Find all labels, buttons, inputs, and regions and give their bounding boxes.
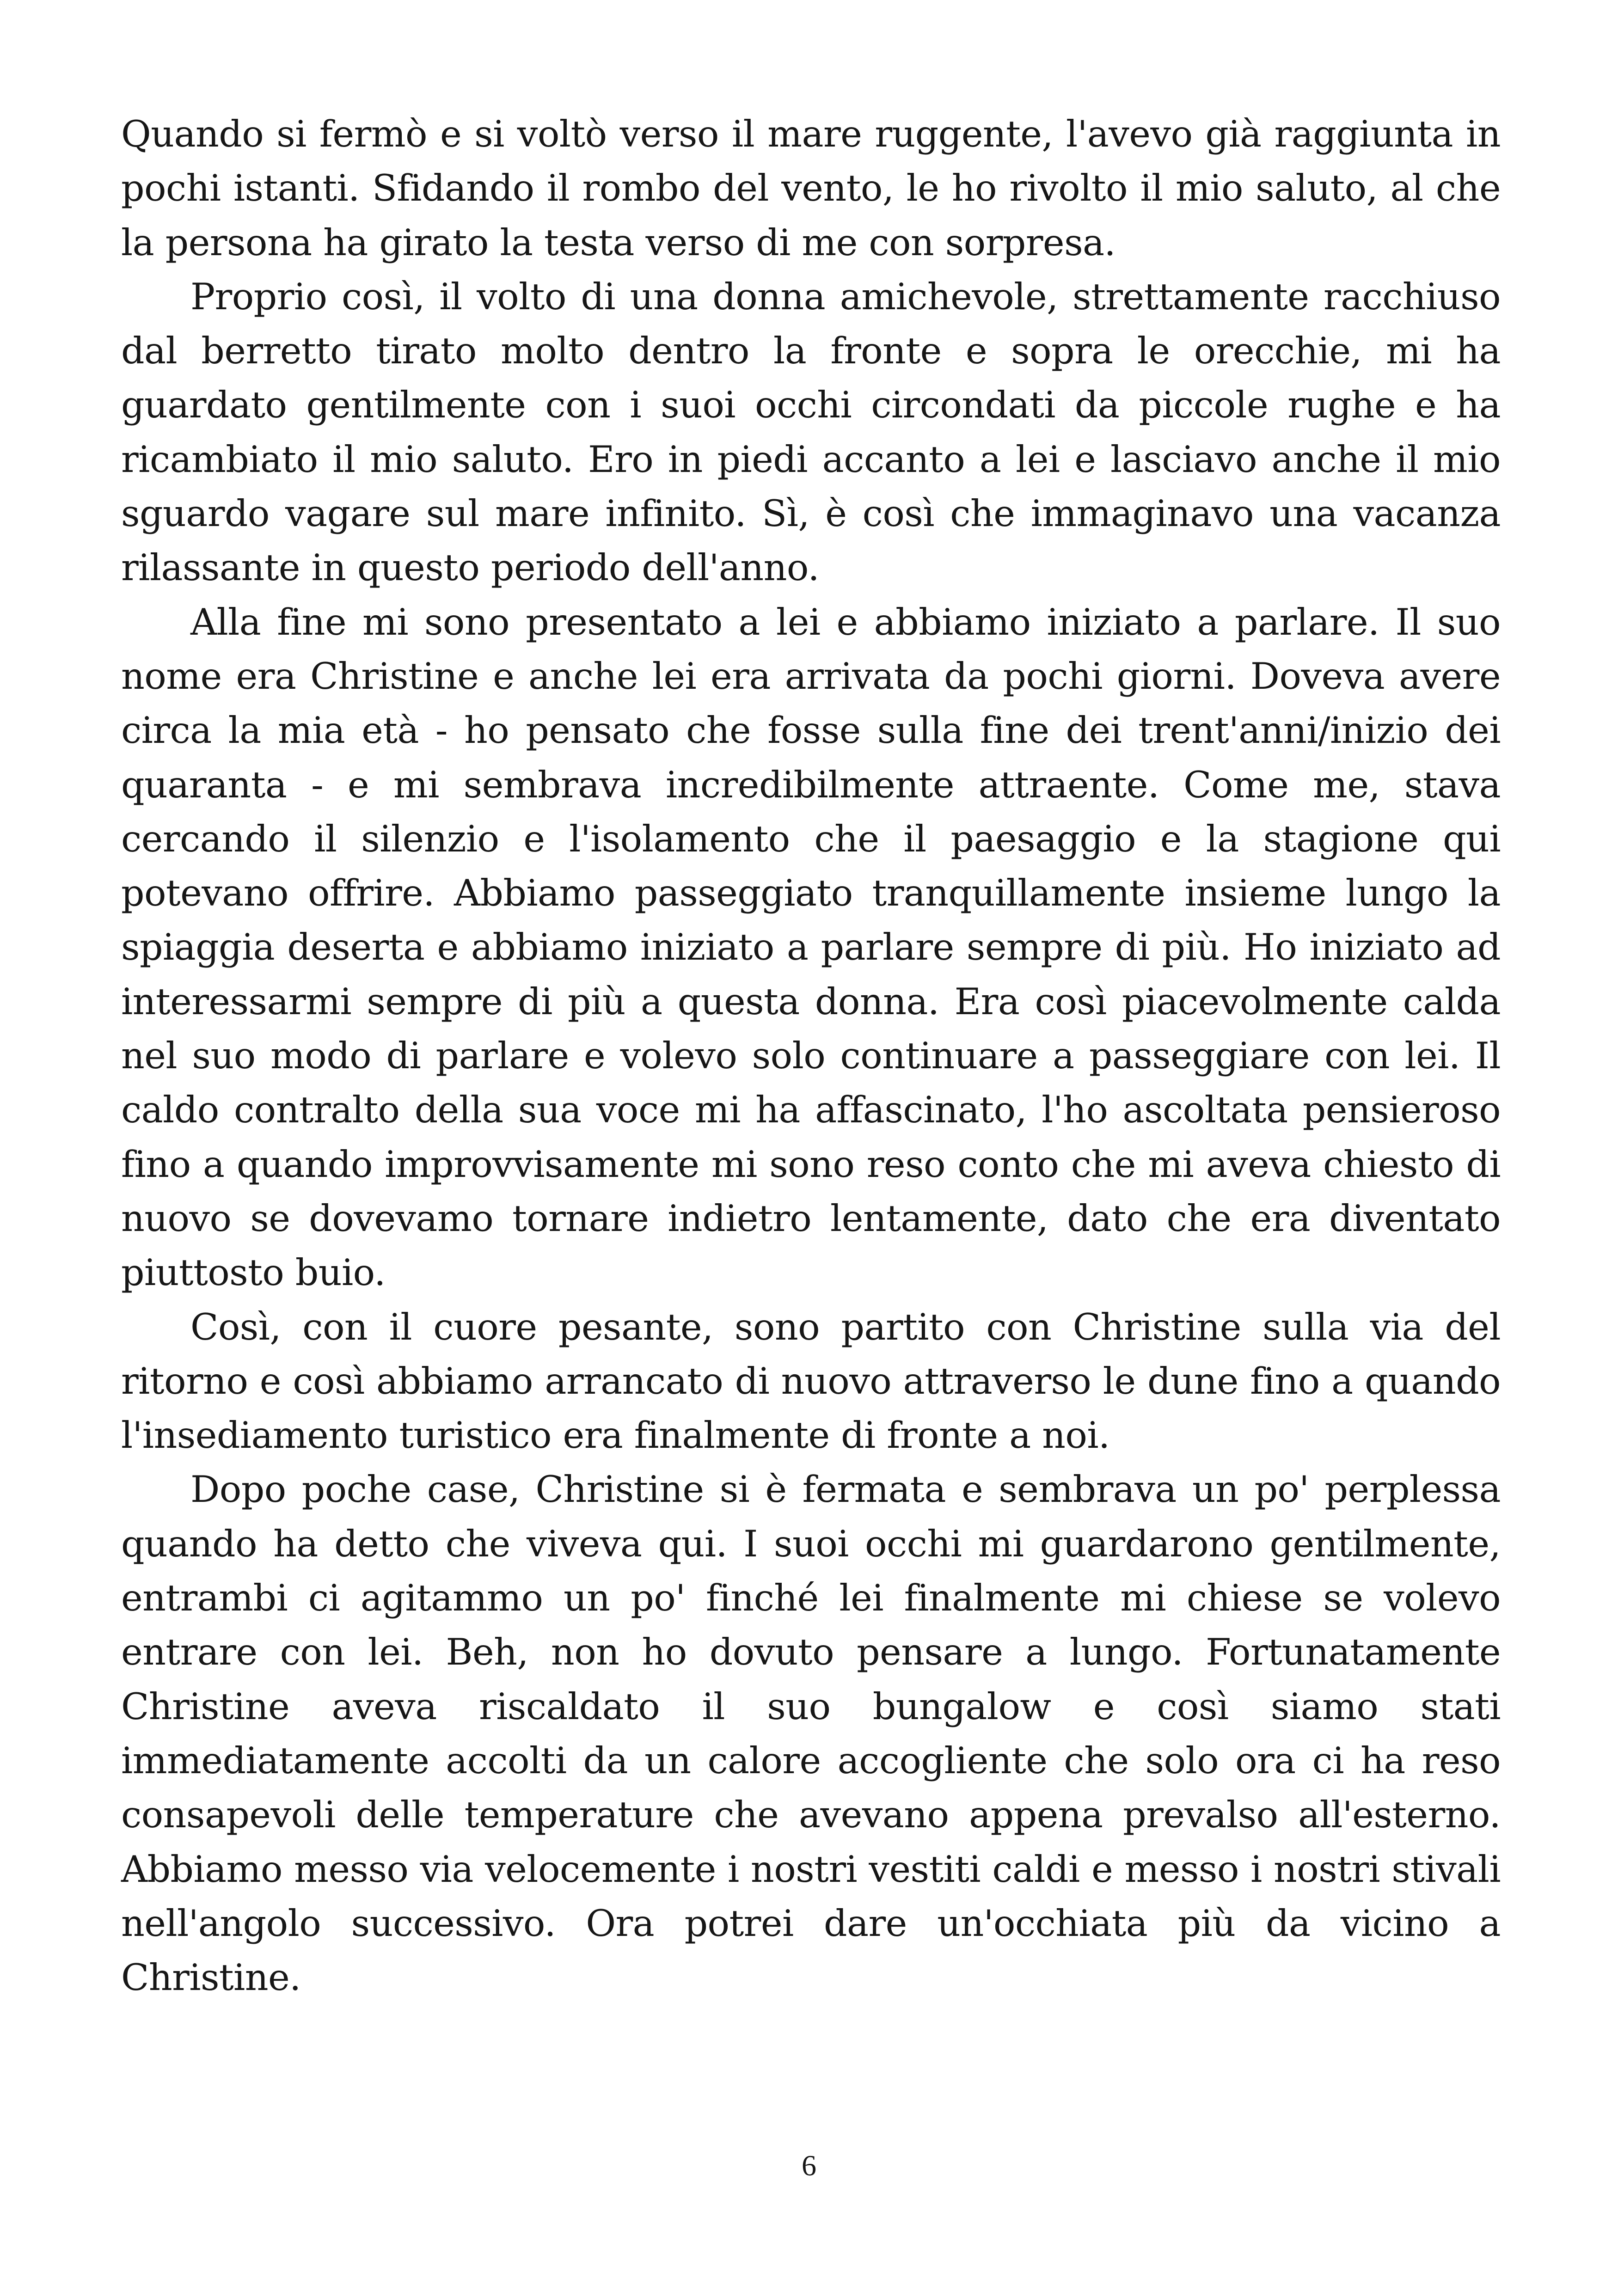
paragraph-4: Così, con il cuore pesante, sono partito con Christine sulla via del ritorno e così abbiamo arrancato di nuovo attraverso le dune fino a quando l'insediamento turistico era finalmente di fronte a noi. [121,1305,1501,1457]
paragraph-3: Alla fine mi sono presentato a lei e abbiamo iniziato a parlare. Il suo nome era Christine e anche lei era arrivata da pochi giorni. Doveva avere circa la mia età - ho pensato che fosse sulla fine dei trent'anni/inizio dei quaranta - e mi sembrava incredibilmente attraente. Come me, stava cercando il silenzio e l'isolamento che il paesaggio e la stagione qui potevano offrire. Abbiamo passeggiato tranquillamente insieme lungo la spiaggia deserta e abbiamo iniziato a parlare sempre di più. Ho iniziato ad interessarmi sempre di più a questa donna. Era così piacevolmente calda nel suo modo di parlare e volevo solo continuare a passeggiare con lei. Il caldo contralto della sua voce mi ha affascinato, l'ho ascoltata pensieroso fino a quando improvvisamente mi sono reso conto che mi aveva chiesto di nuovo se dovevamo tornare indietro lentamente, dato che era diventato piuttosto buio. [121,600,1501,1294]
paragraph-1: Quando si fermò e si voltò verso il mare ruggente, l'avevo già raggiunta in pochi istanti. Sfidando il rombo del vento, le ho rivolto il mio saluto, al che la persona ha girato la testa verso di me con sorpresa. [121,113,1501,264]
body-text [121,107,1501,2005]
paragraph-2: Proprio così, il volto di una donna amichevole, strettamente racchiuso dal berretto tirato molto dentro la fronte e sopra le orecchie, mi ha guardato gentilmente con i suoi occhi circondati da piccole rughe e ha ricambiato il mio saluto. Ero in piedi accanto a lei e lasciavo anche il mio sguardo vagare sul mare infinito. Sì, è così che immaginavo una vacanza rilassante in questo periodo dell'anno. [121,275,1501,589]
page-number: 6 [802,2149,816,2182]
paragraph-5: Dopo poche case, Christine si è fermata e sembrava un po' perplessa quando ha detto che viveva qui. I suoi occhi mi guardarono gentilmente, entrambi ci agitammo un po' finché lei finalmente mi chiese se volevo entrare con lei. Beh, non ho dovuto pensare a lungo. Fortunatamente Christine aveva riscaldato il suo bungalow e così siamo stati immediatamente accolti da un calore accogliente che solo ora ci ha reso consapevoli delle temperature che avevano appena prevalso all'esterno. Abbiamo messo via velocemente i nostri vestiti caldi e messo i nostri stivali nell'angolo successivo. Ora potrei dare un'occhiata più da vicino a Christine. [121,1468,1501,1999]
